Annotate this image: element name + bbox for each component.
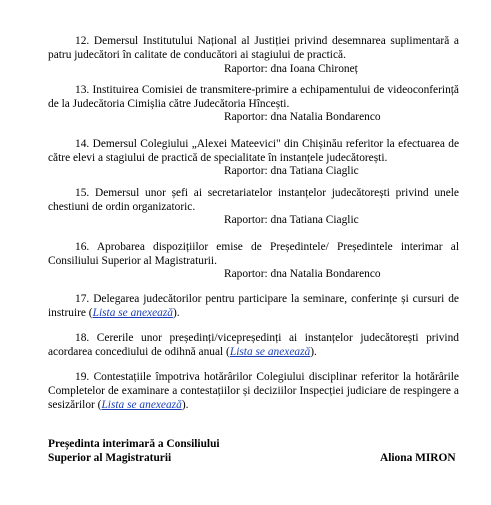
item-number: 18. [75,332,90,344]
item-text: Instituirea Comisiei de transmitere-primire a echipamentului de videoconferință de la Judecătoria Cimișlia către Judecătoria Hîncești. [48,84,459,110]
item-text: Demersul Colegiului „Alexei Mateevici" din Chișinău referitor la efectuarea de către elevi a stagiului de practică de specialitate în instanțele judecătorești. [48,138,459,164]
annex-list-link[interactable]: Lista se anexează [229,346,311,358]
rapporteur-12: Raportor: dna Ioana Chironeț [224,63,358,75]
agenda-item-14 [48,137,459,165]
item-number: 12. [75,35,90,47]
agenda-item-15 [48,186,459,214]
signature-title-line2: Superior al Magistraturii [48,452,172,464]
item-text: Aprobarea dispozițiilor emise de Președintele/ Președintele interimar al Consiliului Superior al Magistraturii. [48,241,460,267]
item-text: Contestațiile împotriva hotărârilor Colegiului disciplinar referitor la hotărârile Completelor de examinare a contestațiilor și deciziilor Inspecției judiciare de respingere a sesizărilor ( [48,371,459,411]
annex-list-link[interactable]: Lista se anexează [101,399,182,411]
signature-name: Aliona MIRON [380,452,456,464]
item-number: 17. [75,293,90,305]
agenda-item-12 [48,34,459,62]
item-number: 16. [75,241,90,253]
signature-title-line1: Președinta interimară a Consiliului [48,438,220,450]
item-number: 15. [75,187,90,199]
item-tail: ). [310,346,317,358]
item-text: Cererile unor președinți/vicepreședinți ai instanțelor judecătorești privind acordarea concediului de odihnă anual ( [48,332,459,358]
agenda-item-18 [48,331,459,359]
rapporteur-15: Raportor: dna Tatiana Ciaglic [224,214,359,226]
item-number: 19. [75,371,90,383]
item-tail: ). [172,307,180,319]
item-tail: ). [181,399,189,411]
item-number: 14. [75,138,90,150]
agenda-item-13 [48,83,459,111]
item-text: Demersul unor șefi ai secretariatelor instanțelor judecătorești privind unele chestiuni de ordin organizatoric. [48,187,459,213]
rapporteur-16: Raportor: dna Natalia Bondarenco [224,268,381,280]
annex-list-link[interactable]: Lista se anexează [92,307,173,319]
item-text: Demersul Institutului Național al Justiției privind desemnarea suplimentară a patru judecători în calitate de conducători ai stagiului de practică. [48,35,459,61]
agenda-item-16 [48,240,459,268]
agenda-item-17 [48,292,459,320]
rapporteur-14: Raportor: dna Tatiana Ciaglic [224,165,359,177]
item-number: 13. [75,84,90,96]
rapporteur-13: Raportor: dna Natalia Bondarenco [224,111,381,123]
item-text: Delegarea judecătorilor pentru participare la seminare, conferințe și cursuri de instruire ( [48,293,459,319]
agenda-item-19 [48,370,459,412]
